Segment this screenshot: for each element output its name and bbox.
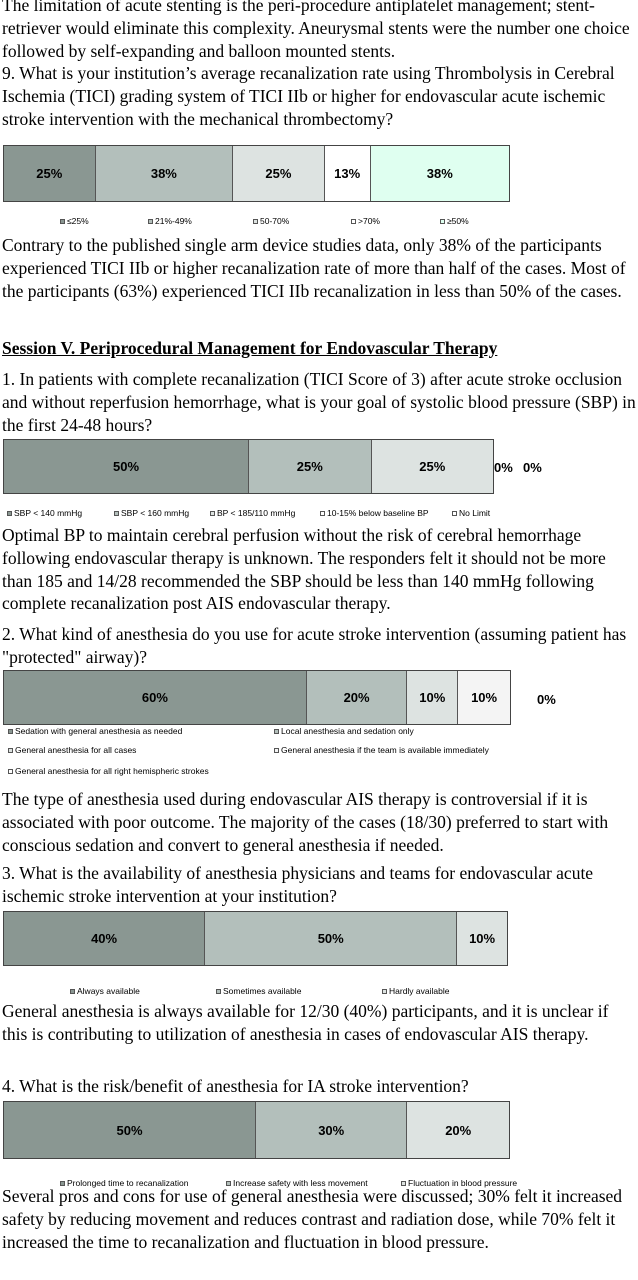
legend-swatch <box>8 729 13 734</box>
stacked-bar <box>3 1101 510 1159</box>
legend-label: Local anesthesia and sedation only <box>281 726 414 736</box>
legend-item <box>274 745 489 755</box>
legend-swatch <box>452 511 457 516</box>
bar-segment: 50% <box>4 440 249 493</box>
legend-item <box>8 766 209 776</box>
legend-label: 50-70% <box>260 216 290 226</box>
bar-segment: 38% <box>96 146 233 201</box>
bar-segment: 50% <box>205 912 457 965</box>
data-label: 0% <box>537 692 556 707</box>
legend-label: Increase safety with less movement <box>233 1178 368 1188</box>
legend-swatch <box>8 748 13 753</box>
paragraph-s1-discussion: Optimal BP to maintain cerebral perfusion without the risk of cerebral hemorrhage following endovascular therapy is unknown. The responders felt it should not be more than 185 and 14/28 recommended the SBP should be less than 140 mmHg following complete recanalization post AIS endovascular therapy. <box>2 525 606 614</box>
bar-segment: 10% <box>457 912 507 965</box>
bar-segment: 20% <box>407 1102 509 1158</box>
legend-label: ≥50% <box>447 216 469 226</box>
bar-segment: 20% <box>307 671 408 724</box>
legend-item <box>452 508 490 518</box>
bar-segment: 50% <box>4 1102 256 1158</box>
legend-swatch <box>60 219 65 224</box>
bar-segment: 10% <box>407 671 458 724</box>
legend-swatch <box>382 989 387 994</box>
legend-label: Sedation with general anesthesia as needed <box>15 726 183 736</box>
legend-label: ≤25% <box>67 216 89 226</box>
legend-item <box>440 216 469 226</box>
paragraph-s2-discussion: The type of anesthesia used during endovascular AIS therapy is controversial if it is associated with poor outcome. The majority of the cases (18/30) preferred to start with conscious sedation and convert to general anesthesia if needed. <box>2 789 609 855</box>
legend-swatch <box>7 511 12 516</box>
legend-label: SBP < 140 mmHg <box>14 508 83 518</box>
bar-segment: 60% <box>4 671 307 724</box>
legend-item <box>216 986 301 996</box>
legend-swatch <box>253 219 258 224</box>
stacked-bar <box>3 670 511 725</box>
question-s2: 2. What kind of anesthesia do you use for acute stroke intervention (assuming patient has "protected" airway)? <box>2 624 627 667</box>
legend-swatch <box>274 748 279 753</box>
legend-swatch <box>440 219 445 224</box>
paragraph-s4-discussion: Several pros and cons for use of general anesthesia were discussed; 30% felt it increased safety by reducing movement and reduces contrast and radiation dose, while 70% felt it increased the time to recanalization and fluctuation in blood pressure. <box>2 1186 623 1252</box>
legend-label: SBP < 160 mmHg <box>121 508 190 518</box>
legend-swatch <box>8 769 13 774</box>
session-heading: Session V. Periprocedural Management for Endovascular Therapy <box>2 338 498 358</box>
legend-swatch <box>351 219 356 224</box>
bar-segment: 13% <box>325 146 371 201</box>
legend-swatch <box>70 989 75 994</box>
legend-label: Fluctuation in blood pressure <box>408 1178 518 1188</box>
legend-label: >70% <box>358 216 380 226</box>
legend-label: BP < 185/110 mmHg <box>217 508 296 518</box>
legend-item <box>274 726 414 736</box>
stacked-bar <box>3 911 508 966</box>
bar-segment: 38% <box>371 146 509 201</box>
question-s3: 3. What is the availability of anesthesia physicians and teams for endovascular acute ischemic stroke intervention at your institution? <box>2 863 594 906</box>
legend-label: 10-15% below baseline BP <box>327 508 429 518</box>
legend-item <box>320 508 429 518</box>
legend-swatch <box>320 511 325 516</box>
question-9: 9. What is your institution’s average recanalization rate using Thrombolysis in Cerebral Ischemia (TICI) grading system of TICI IIb or higher for endovascular acute ischemic stroke intervention with the mechanical thrombectomy? <box>2 63 615 129</box>
bar-segment: 25% <box>4 146 96 201</box>
paragraph-q9-discussion: Contrary to the published single arm device studies data, only 38% of the participants experienced TICI IIb or higher recanalization rate of more than half of the cases. Most of the participants (63%) experienced TICI IIb recanalization in less than 50% of the cases. <box>2 235 626 301</box>
legend-label: Prolonged time to recanalization <box>67 1178 189 1188</box>
question-s1: 1. In patients with complete recanalization (TICI Score of 3) after acute stroke occlusion and without reperfusion hemorrhage, what is your goal of systolic blood pressure (SBP) in the first 24-48 hours? <box>2 369 636 435</box>
legend-item <box>70 986 140 996</box>
bar-segment: 25% <box>372 440 494 493</box>
legend-label: General anesthesia if the team is available immediately <box>281 745 489 755</box>
legend-swatch <box>148 219 153 224</box>
paragraph-intro: The limitation of acute stenting is the peri-procedure antiplatelet management; stent-retriever would eliminate this complexity. Aneurysmal stents were the number one choice followed by self-expanding and balloon mounted stents. <box>2 0 630 61</box>
legend-item <box>351 216 380 226</box>
stacked-bar <box>3 439 494 494</box>
data-label: 0% <box>494 460 513 475</box>
legend-label: 21%-49% <box>155 216 192 226</box>
paragraph-s3-discussion: General anesthesia is always available for 12/30 (40%) participants, and it is unclear if this is contributing to utilization of anesthesia in cases of endovascular AIS therapy. <box>2 1001 609 1044</box>
bar-segment: 30% <box>256 1102 407 1158</box>
legend-item <box>8 745 136 755</box>
bar-segment: 10% <box>458 671 510 724</box>
bar-segment: 25% <box>233 146 325 201</box>
legend-item <box>60 216 89 226</box>
legend-swatch <box>216 989 221 994</box>
legend-item <box>148 216 192 226</box>
legend-label: Hardly available <box>389 986 450 996</box>
legend-item <box>7 508 82 518</box>
bar-segment: 40% <box>4 912 205 965</box>
legend-swatch <box>274 729 279 734</box>
legend-label: No Limit <box>459 508 491 518</box>
bar-segment: 25% <box>249 440 372 493</box>
data-label: 0% <box>523 460 542 475</box>
stacked-bar <box>3 145 510 202</box>
legend-swatch <box>114 511 119 516</box>
legend-item <box>8 726 182 736</box>
legend-label: Always available <box>77 986 140 996</box>
legend-item <box>253 216 289 226</box>
question-s4: 4. What is the risk/benefit of anesthesia for IA stroke intervention? <box>2 1076 469 1096</box>
legend-label: General anesthesia for all right hemispheric strokes <box>15 766 209 776</box>
legend-item <box>382 986 449 996</box>
legend-item <box>114 508 189 518</box>
legend-label: General anesthesia for all cases <box>15 745 137 755</box>
legend-label: Sometimes available <box>223 986 302 996</box>
legend-item <box>210 508 295 518</box>
legend-swatch <box>210 511 215 516</box>
